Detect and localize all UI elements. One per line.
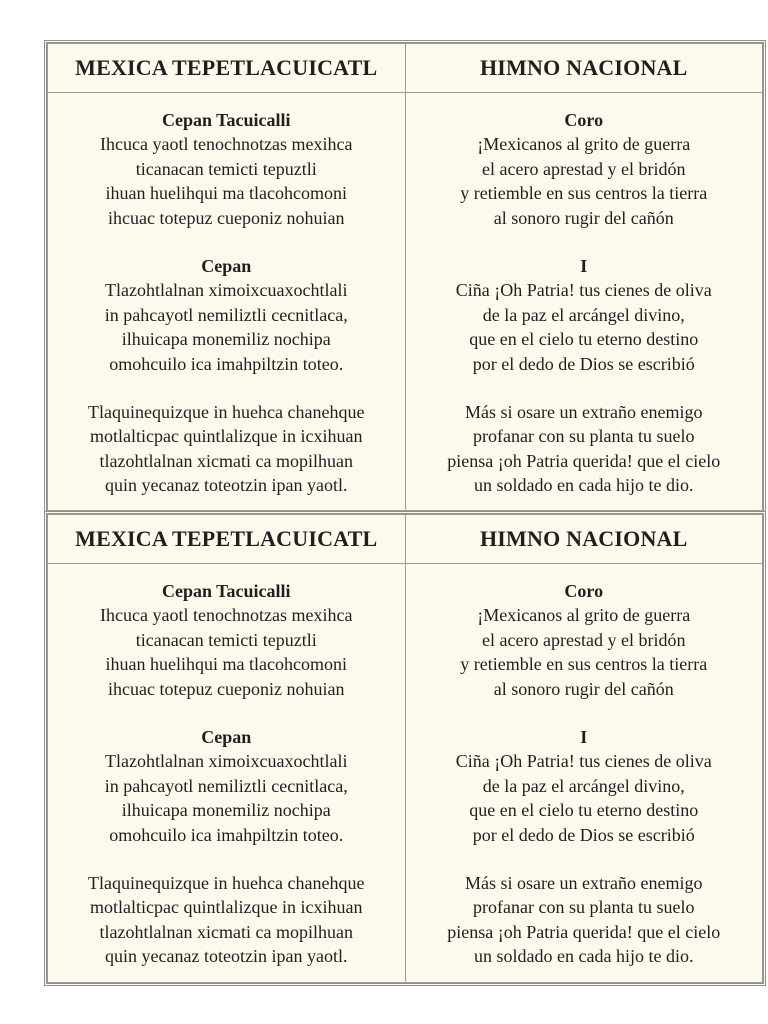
stanza-cepan [48, 254, 405, 376]
lyric-line: tlazohtlalnan xicmati ca mopilhuan [99, 921, 353, 942]
stanza-verse [406, 400, 763, 498]
lyric-line: ilhuicapa monemiliz nochipa [121, 329, 331, 350]
stanza-cepan-tacuicalli [48, 108, 405, 230]
stanza-i [406, 725, 763, 847]
lyric-line: omohcuilo ica imahpiltzin toteo. [109, 824, 344, 845]
lyric-line: de la paz el arcángel divino, [482, 304, 685, 325]
lyric-line: ihuan huelihqui ma tlacohcomoni [105, 654, 347, 675]
lyric-line: piensa ¡oh Patria querida! que el cielo [447, 921, 721, 942]
lyric-line: el acero aprestad y el bridón [482, 158, 686, 179]
stanza-title: Cepan [201, 727, 252, 748]
lyric-line: y retiemble en sus centros la tierra [460, 183, 708, 204]
stanza-coro [406, 579, 763, 701]
nahuatl-column-header: MEXICA TEPETLACUICATL [48, 44, 406, 93]
lyric-line: ihcuac totepuz cueponiz nohuian [108, 207, 345, 228]
lyric-line: de la paz el arcángel divino, [482, 775, 685, 796]
lyric-line: ihuan huelihqui ma tlacohcomoni [105, 183, 347, 204]
stanza-coro [406, 108, 763, 230]
lyric-line: Tlazohtlalnan ximoixcuaxochtlali [105, 280, 348, 301]
lyric-line: ihcuac totepuz cueponiz nohuian [108, 678, 345, 699]
lyric-line: quin yecanaz toteotzin ipan yaotl. [105, 475, 348, 496]
lyric-line: Más si osare un extraño enemigo [465, 402, 703, 423]
lyric-line: profanar con su planta tu suelo [473, 426, 695, 447]
lyric-line: al sonoro rugir del cañón [493, 207, 674, 228]
lyric-line: el acero aprestad y el bridón [482, 629, 686, 650]
anthem-panel-top [44, 40, 766, 514]
lyric-line: Ihcuca yaotl tenochnotzas mexihca [100, 134, 353, 155]
lyric-line: in pahcayotl nemiliztli cecnitlaca, [104, 775, 348, 796]
lyric-line: omohcuilo ica imahpiltzin toteo. [109, 353, 344, 374]
lyric-line: que en el cielo tu eterno destino [469, 329, 699, 350]
lyric-line: Ciña ¡Oh Patria! tus cienes de oliva [455, 751, 712, 772]
anthem-table [47, 43, 763, 511]
lyric-line: quin yecanaz toteotzin ipan yaotl. [105, 946, 348, 967]
lyric-line: ilhuicapa monemiliz nochipa [121, 800, 331, 821]
stanza-title: Coro [564, 110, 604, 130]
lyric-line: ¡Mexicanos al grito de guerra [477, 134, 691, 155]
stanza-title: I [580, 727, 588, 748]
stanza-cepan [48, 725, 405, 847]
lyric-line: in pahcayotl nemiliztli cecnitlaca, [104, 304, 348, 325]
lyric-line: que en el cielo tu eterno destino [469, 800, 699, 821]
lyric-line: Ciña ¡Oh Patria! tus cienes de oliva [455, 280, 712, 301]
lyric-line: ticanacan temicti tepuztli [135, 158, 317, 179]
spanish-lyrics-cell [405, 564, 763, 983]
stanza-cepan-tacuicalli [48, 579, 405, 701]
spanish-column-header: HIMNO NACIONAL [405, 44, 763, 93]
nahuatl-lyrics-cell [48, 564, 406, 983]
lyric-line: un soldado en cada hijo te dio. [474, 946, 694, 967]
nahuatl-column-header: MEXICA TEPETLACUICATL [48, 515, 406, 564]
stanza-title: Cepan [201, 256, 252, 277]
lyric-line: Tlaquinequizque in huehca chanehque [88, 402, 365, 423]
stanza-title: Coro [564, 581, 604, 601]
lyric-line: Ihcuca yaotl tenochnotzas mexihca [100, 605, 353, 626]
lyric-line: profanar con su planta tu suelo [473, 897, 695, 918]
lyric-line: motlalticpac quintlalizque in icxihuan [90, 897, 363, 918]
lyric-line: por el dedo de Dios se escribió [472, 824, 695, 845]
lyric-line: ticanacan temicti tepuztli [135, 629, 317, 650]
spanish-lyrics-cell [405, 93, 763, 511]
lyric-line: un soldado en cada hijo te dio. [474, 475, 694, 496]
stanza-title: Cepan Tacuicalli [161, 581, 291, 601]
lyric-line: Tlaquinequizque in huehca chanehque [88, 873, 365, 894]
lyric-line: ¡Mexicanos al grito de guerra [477, 605, 691, 626]
stanza-title: Cepan Tacuicalli [161, 110, 291, 130]
lyric-line: al sonoro rugir del cañón [493, 678, 674, 699]
stanza-verse [48, 871, 405, 969]
stanza-title: I [580, 256, 588, 277]
lyric-line: y retiemble en sus centros la tierra [460, 654, 708, 675]
spanish-column-header: HIMNO NACIONAL [405, 515, 763, 564]
anthem-panel-bottom [44, 511, 766, 986]
stanza-i [406, 254, 763, 376]
lyric-line: Más si osare un extraño enemigo [465, 873, 703, 894]
stanza-verse [406, 871, 763, 969]
anthem-table [47, 514, 763, 983]
lyric-line: por el dedo de Dios se escribió [472, 353, 695, 374]
lyric-line: Tlazohtlalnan ximoixcuaxochtlali [105, 751, 348, 772]
stanza-verse [48, 400, 405, 498]
lyric-line: piensa ¡oh Patria querida! que el cielo [447, 450, 721, 471]
lyric-line: tlazohtlalnan xicmati ca mopilhuan [99, 450, 353, 471]
nahuatl-lyrics-cell [48, 93, 406, 511]
lyric-line: motlalticpac quintlalizque in icxihuan [90, 426, 363, 447]
